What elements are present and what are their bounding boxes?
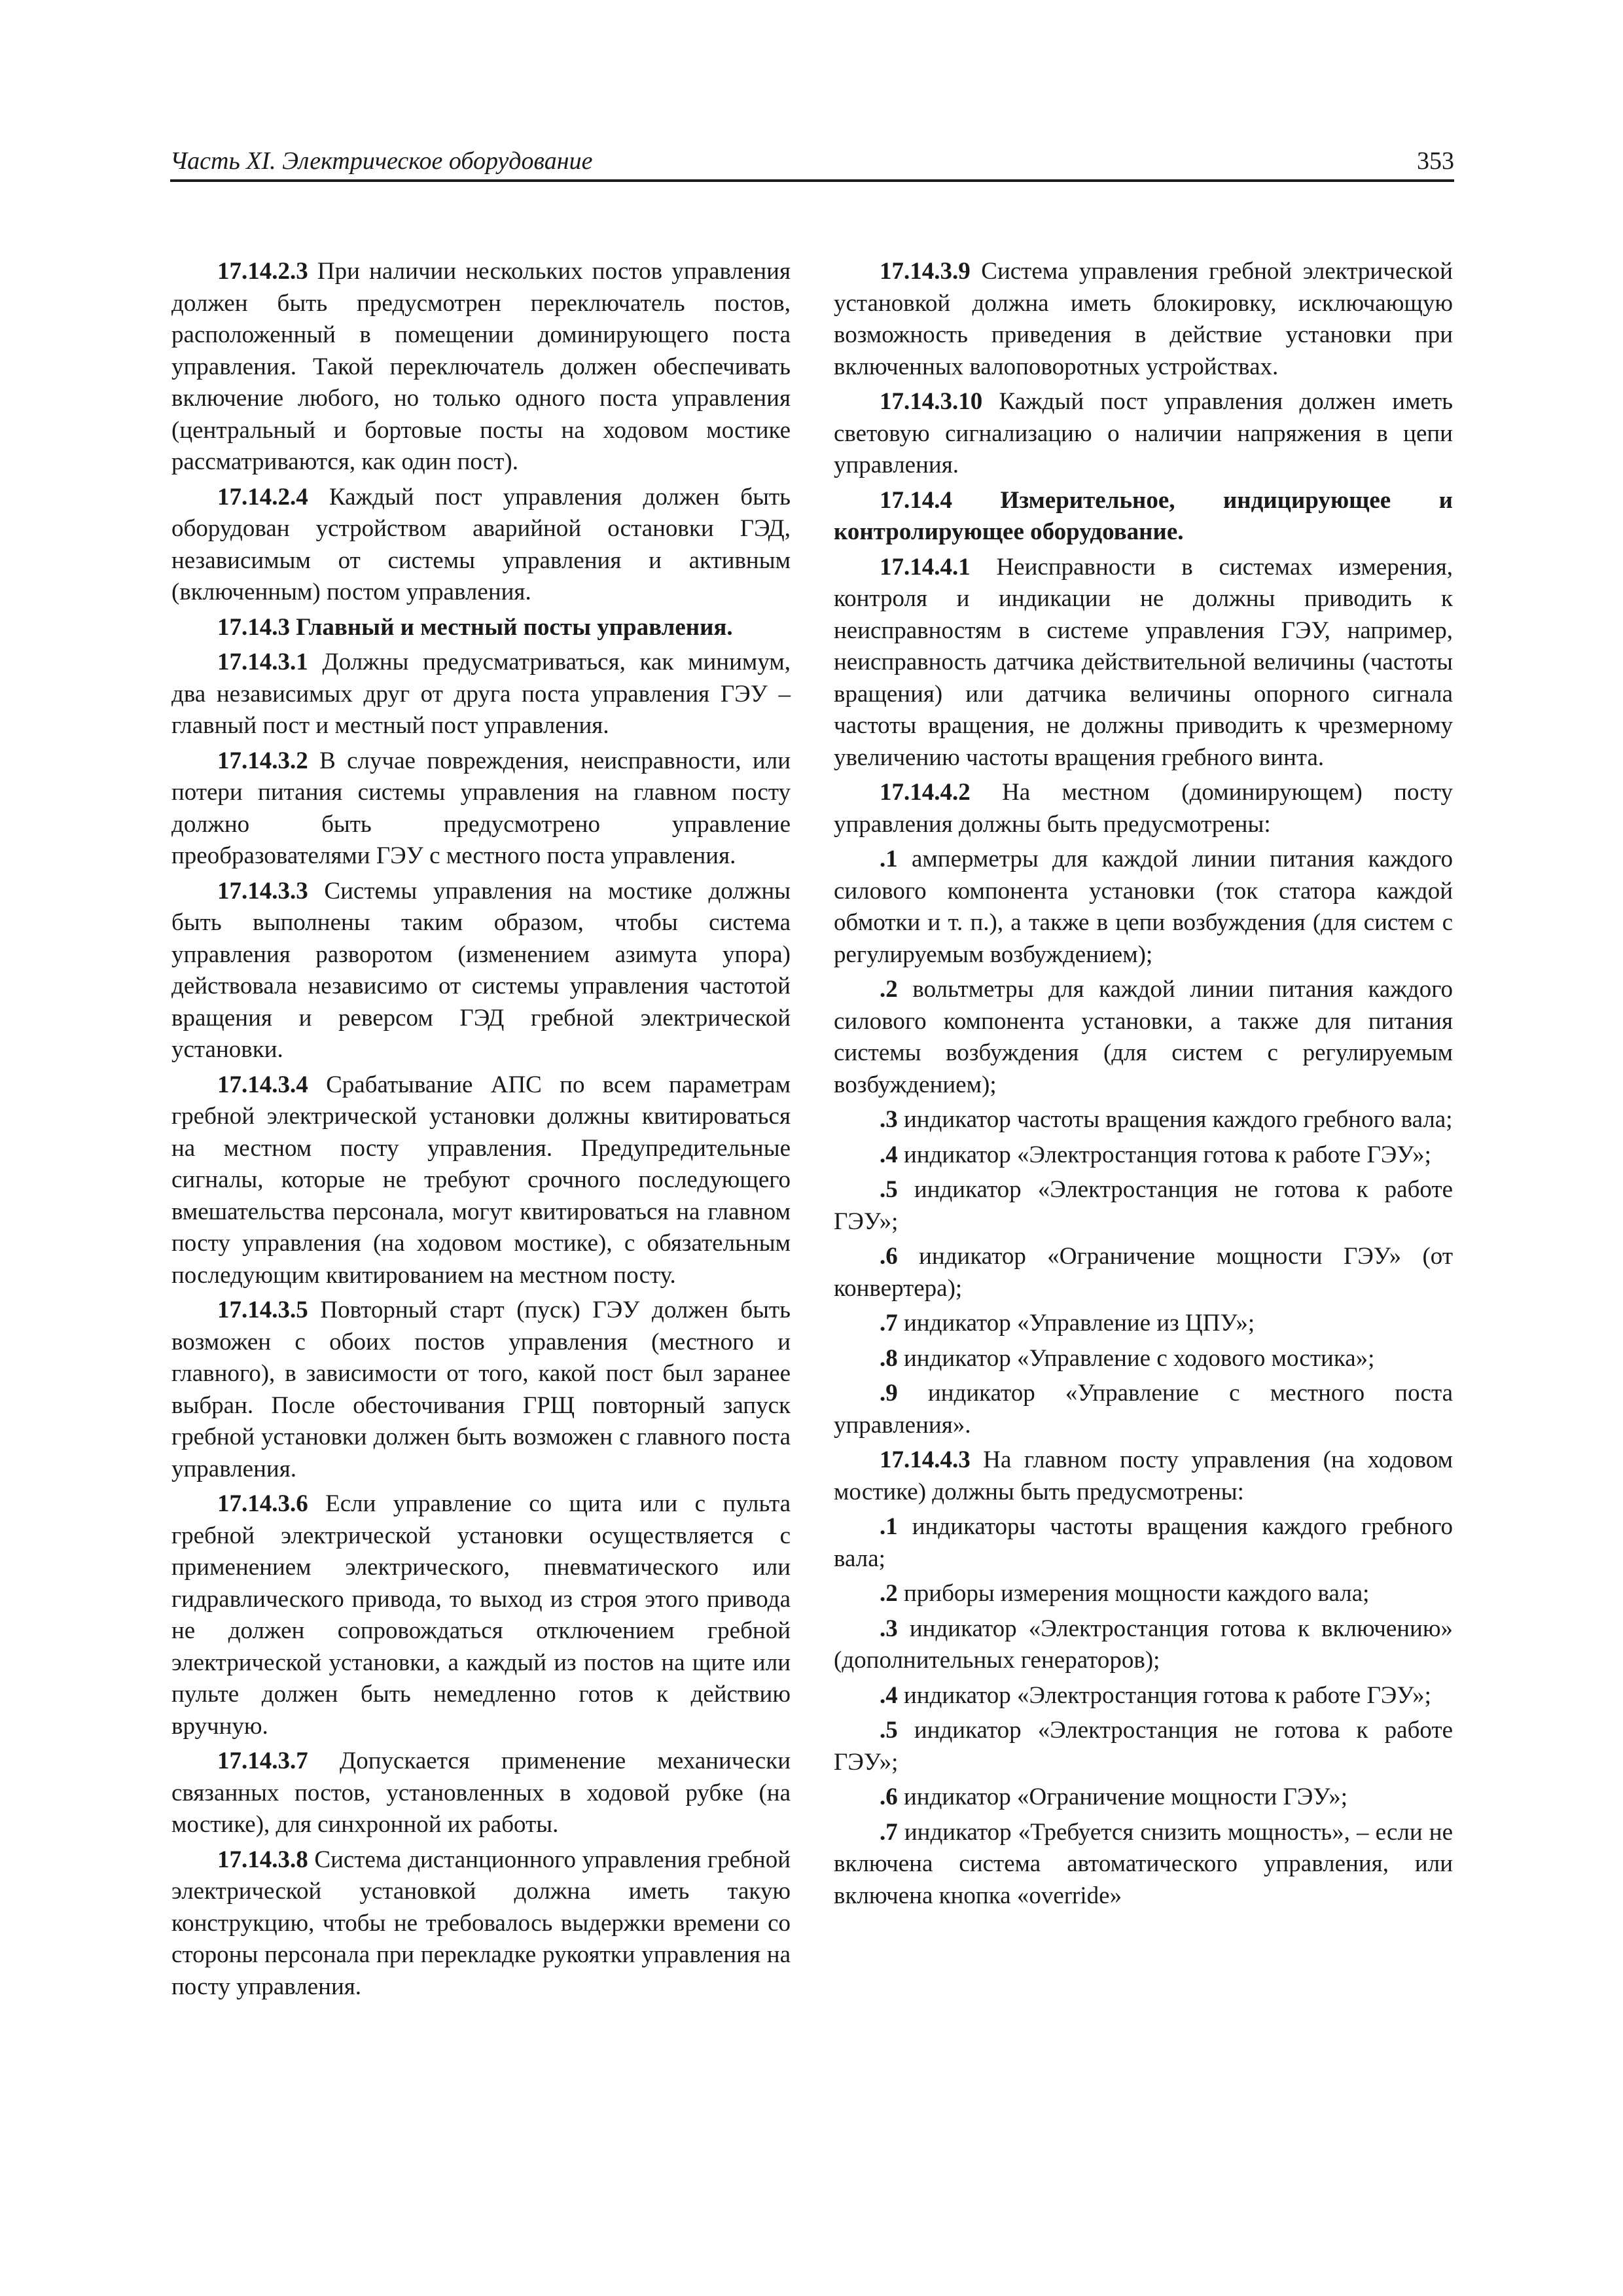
list-item xyxy=(834,1104,1453,1136)
list-item xyxy=(834,844,1453,971)
item-number: .7 xyxy=(880,1310,898,1336)
item-text: индикатор «Электростанция не готова к работе ГЭУ»; xyxy=(834,1717,1453,1776)
item-text: вольтметры для каждой линии питания каждого силового компонента установки, а также для питания системы возбуждения (для систем с регулируемым возбуждением); xyxy=(834,976,1453,1098)
paragraph xyxy=(171,1488,791,1742)
item-text: индикаторы частоты вращения каждого гребного вала; xyxy=(834,1513,1453,1572)
page-header xyxy=(170,143,1454,182)
item-text: индикатор «Управление с местного поста управления». xyxy=(834,1380,1453,1439)
item-text: индикатор «Ограничение мощности ГЭУ»; xyxy=(897,1784,1347,1810)
clause-text: Система дистанционного управления гребной электрической установкой должна иметь такую конструкцию, чтобы не требовалось выдержки времени со стороны персонала при перекладке рукоятки управления на посту управления. xyxy=(171,1846,791,2000)
section-heading-text: 17.14.3 Главный и местный посты управления. xyxy=(217,613,733,641)
list-item xyxy=(834,1308,1453,1340)
clause-number: 17.14.3.9 xyxy=(880,258,971,285)
clause-text: Если управление со щита или с пульта гребной электрической установки осуществляется с применением электрического, пневматического или гидравлического привода, то выход из строя этого привода не должен сопровождаться отключением гребной электрической установки, а каждый из постов на щите или пульте должен быть немедленно готов к действию вручную. xyxy=(171,1490,791,1740)
section-heading xyxy=(834,485,1453,548)
item-number: .3 xyxy=(880,1615,898,1642)
item-number: .6 xyxy=(880,1784,898,1810)
paragraph xyxy=(171,1069,791,1292)
list-item xyxy=(834,1343,1453,1375)
item-number: .2 xyxy=(880,976,898,1003)
item-text: индикатор «Электростанция готова к работе ГЭУ»; xyxy=(897,1681,1431,1709)
paragraph xyxy=(834,777,1453,840)
item-number: .5 xyxy=(880,1176,898,1203)
item-number: .1 xyxy=(880,1513,898,1540)
paragraph xyxy=(834,256,1453,383)
list-item xyxy=(834,1378,1453,1441)
list-item xyxy=(834,1613,1453,1677)
item-number: .4 xyxy=(880,1141,898,1168)
clause-number: 17.14.3.5 xyxy=(217,1297,308,1323)
item-number: .3 xyxy=(880,1106,898,1133)
clause-text: На главном посту управления (на ходовом мостике) должны быть предусмотрены: xyxy=(834,1446,1453,1505)
list-item xyxy=(834,1578,1453,1610)
list-item xyxy=(834,974,1453,1101)
clause-number: 17.14.4.2 xyxy=(880,779,971,806)
clause-number: 17.14.3.2 xyxy=(217,747,308,774)
section-heading xyxy=(171,612,791,644)
item-text: индикатор «Электростанция готова к включению» (дополнительных генераторов); xyxy=(834,1615,1453,1674)
clause-text: Каждый пост управления должен быть оборудован устройством аварийной остановки ГЭД, независимым от системы управления и активным (включенным) постом управления. xyxy=(171,483,791,605)
list-item xyxy=(834,1511,1453,1575)
list-item xyxy=(834,1174,1453,1238)
clause-text: Срабатывание АПС по всем параметрам гребной электрической установки должны квитироваться на местном посту управления. Предупредительные сигналы, которые не требуют срочного последующего вмешательства персонала, могут квитироваться на главном посту управления (на ходовом мостике), с обязательным последующим квитированием на местном посту. xyxy=(171,1071,791,1289)
clause-text: В случае повреждения, неисправности, или потери питания системы управления на главном посту должно быть предусмотрено управление преобразователями ГЭУ с местного поста управления. xyxy=(171,747,791,869)
clause-text: Системы управления на мостике должны быть выполнены таким образом, чтобы система управления разворотом (изменением азимута упора) действовала независимо от системы управления частотой вращения и реверсом ГЭД гребной электрической установки. xyxy=(171,877,791,1063)
item-text: индикатор «Требуется снизить мощность», – если не включена система автоматического управления, или включена кнопка «override» xyxy=(834,1818,1453,1909)
clause-number: 17.14.3.6 xyxy=(217,1490,308,1517)
paragraph xyxy=(171,647,791,742)
item-number: .2 xyxy=(880,1580,898,1607)
paragraph xyxy=(171,482,791,609)
list-item xyxy=(834,1241,1453,1304)
clause-text: Повторный старт (пуск) ГЭУ должен быть возможен с обоих постов управления (местного и главного), в зависимости от того, какой пост был заранее выбран. После обесточивания ГРЩ повторный запуск гребной установки должен быть возможен с главного поста управления. xyxy=(171,1297,791,1482)
clause-number: 17.14.3.1 xyxy=(217,649,308,675)
item-text: индикатор «Электростанция не готова к работе ГЭУ»; xyxy=(834,1176,1453,1235)
clause-text: На местном (доминирующем) посту управления должны быть предусмотрены: xyxy=(834,779,1453,838)
paragraph xyxy=(171,256,791,478)
left-column xyxy=(171,256,791,2006)
item-text: приборы измерения мощности каждого вала; xyxy=(897,1580,1370,1607)
paragraph xyxy=(171,745,791,872)
clause-number: 17.14.3.3 xyxy=(217,877,308,905)
item-text: индикатор частоты вращения каждого гребного вала; xyxy=(897,1106,1453,1133)
clause-text: Каждый пост управления должен иметь световую сигнализацию о наличии напряжения в цепи управления. xyxy=(834,388,1453,478)
clause-text: Неисправности в системах измерения, контроля и индикации не должны приводить к неисправностям в системе управления ГЭУ, например, неисправность датчика действительной величины (частоты вращения) или датчика величины опорного сигнала частоты вращения, не должны приводить к чрезмерному увеличению частоты вращения гребного винта. xyxy=(834,553,1453,771)
list-item xyxy=(834,1782,1453,1814)
clause-number: 17.14.2.4 xyxy=(217,483,308,511)
item-number: .5 xyxy=(880,1717,898,1744)
item-number: .7 xyxy=(880,1818,898,1846)
clause-text: Система управления гребной электрической установкой должна иметь блокировку, исключающую возможность приведения в действие установки при включенных валоповоротных устройствах. xyxy=(834,258,1453,380)
running-title: Часть XI. Электрическое оборудование xyxy=(170,147,593,175)
right-column xyxy=(834,256,1453,1915)
clause-number: 17.14.3.8 xyxy=(217,1846,308,1873)
paragraph xyxy=(171,1295,791,1485)
list-item xyxy=(834,1680,1453,1712)
item-number: .6 xyxy=(880,1243,898,1270)
clause-text: Должны предусматриваться, как минимум, два независимых друг от друга поста управления ГЭУ – главный пост и местный пост управления. xyxy=(171,649,791,739)
item-number: .8 xyxy=(880,1344,898,1372)
clause-number: 17.14.4.3 xyxy=(880,1446,971,1473)
clause-number: 17.14.3.10 xyxy=(880,388,983,415)
item-text: индикатор «Электростанция готова к работе ГЭУ»; xyxy=(897,1141,1431,1168)
clause-number: 17.14.4.1 xyxy=(880,553,971,581)
list-item xyxy=(834,1139,1453,1172)
item-text: индикатор «Ограничение мощности ГЭУ» (от конвертера); xyxy=(834,1243,1453,1302)
clause-text: Допускается применение механически связанных постов, установленных в ходовой рубке (на мостике), для синхронной их работы. xyxy=(171,1748,791,1838)
paragraph xyxy=(171,1844,791,2003)
item-text: амперметры для каждой линии питания каждого силового компонента установки (ток статора каждой обмотки и т. п.), а также в цепи возбуждения (для систем с регулируемым возбуждением); xyxy=(834,846,1453,968)
clause-number: 17.14.3.7 xyxy=(217,1748,308,1774)
paragraph xyxy=(834,552,1453,774)
section-heading-text: 17.14.4 Измерительное, индицирующее и контролирующее оборудование. xyxy=(834,486,1453,545)
item-number: .9 xyxy=(880,1380,898,1407)
list-item xyxy=(834,1715,1453,1778)
clause-number: 17.14.3.4 xyxy=(217,1071,308,1098)
clause-text: При наличии нескольких постов управления должен быть предусмотрен переключатель постов, расположенный в помещении доминирующего поста управления. Такой переключатель должен обеспечивать включение любого, но только одного поста управления (центральный и бортовые посты на ходовом мостике рассматриваются, как один пост). xyxy=(171,258,791,475)
page-number: 353 xyxy=(1417,147,1454,175)
paragraph xyxy=(171,1746,791,1841)
item-text: индикатор «Управление с ходового мостика»; xyxy=(897,1344,1375,1372)
item-number: .1 xyxy=(880,846,898,872)
paragraph xyxy=(834,386,1453,482)
paragraph xyxy=(171,876,791,1066)
item-number: .4 xyxy=(880,1681,898,1709)
list-item xyxy=(834,1817,1453,1912)
paragraph xyxy=(834,1444,1453,1508)
item-text: индикатор «Управление из ЦПУ»; xyxy=(897,1310,1255,1336)
clause-number: 17.14.2.3 xyxy=(217,258,308,285)
